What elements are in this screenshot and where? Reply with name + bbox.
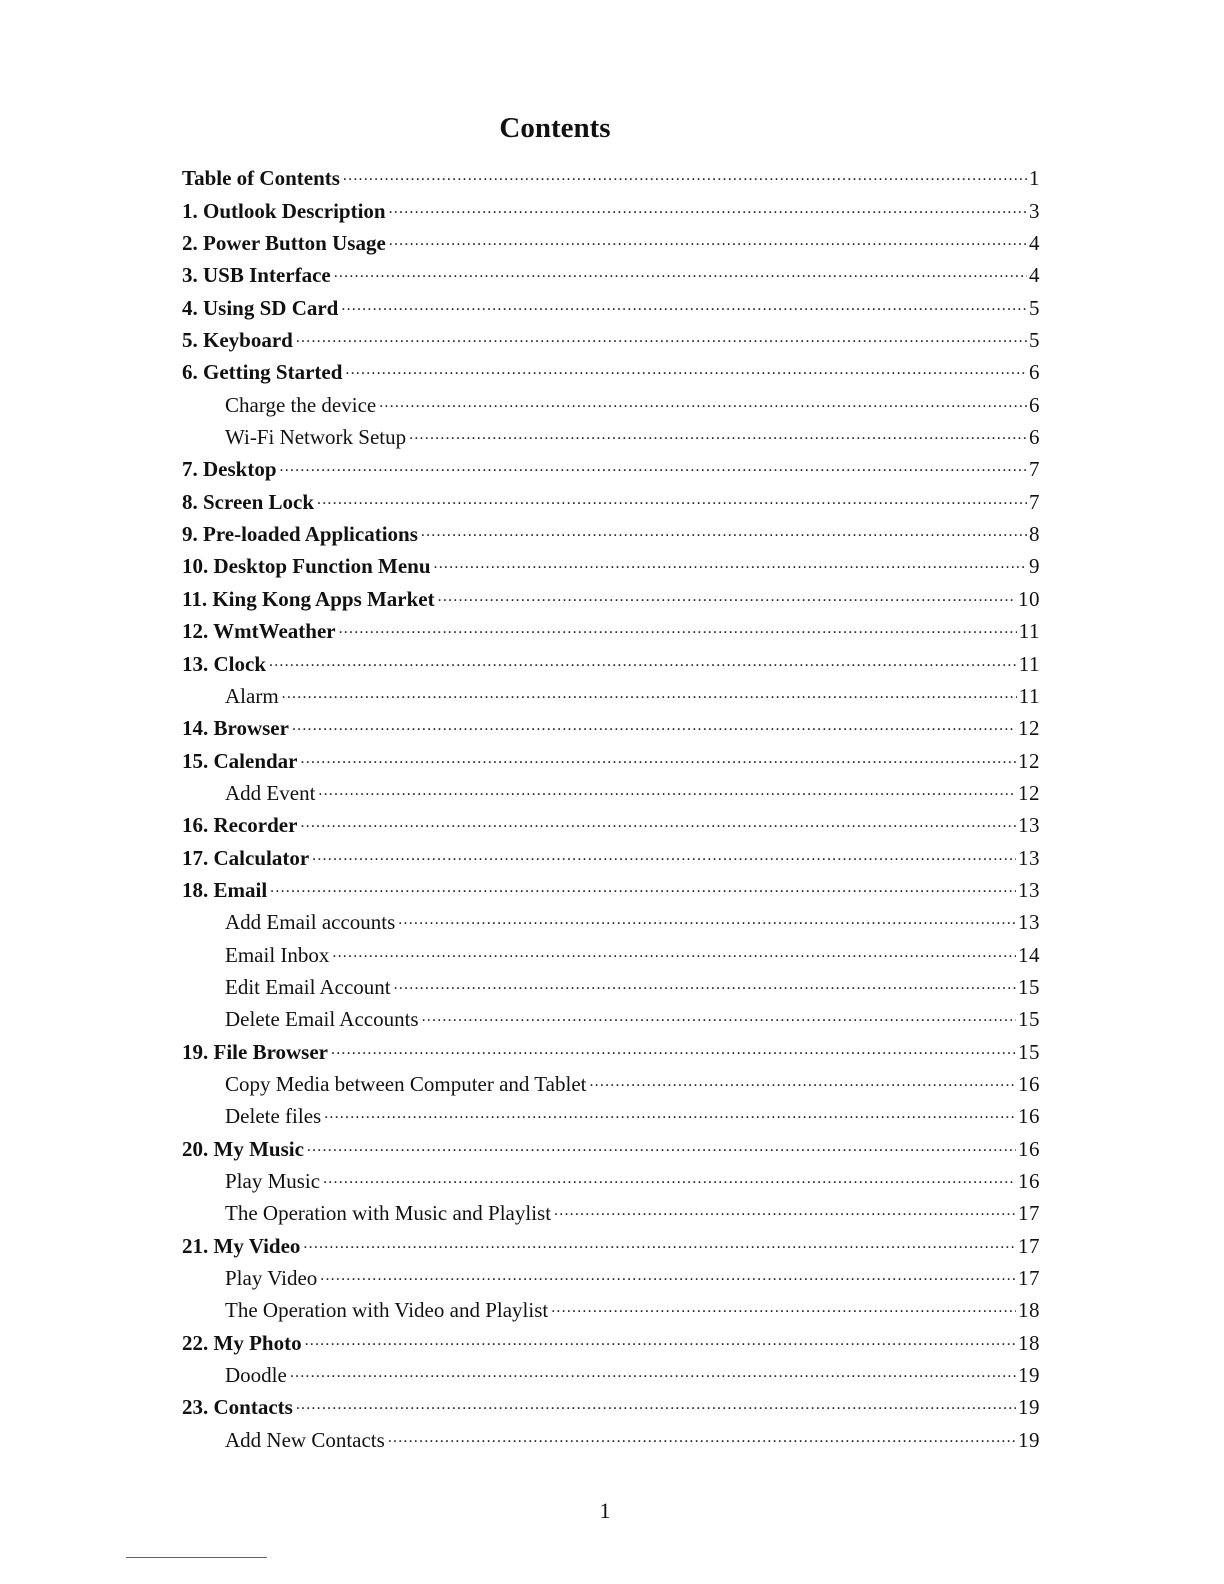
toc-entry-label: 4. Using SD Card — [182, 295, 339, 320]
toc-entry-page: 5 — [1029, 295, 1040, 320]
toc-entry-label: 7. Desktop — [182, 457, 277, 482]
toc-entry-label: 9. Pre-loaded Applications — [182, 522, 418, 547]
toc-entry-label: 21. My Video — [182, 1233, 301, 1258]
toc-entry-label: 23. Contacts — [182, 1395, 293, 1420]
toc-section-entry[interactable] — [182, 1031, 1040, 1063]
toc-entry-page: 4 — [1029, 263, 1040, 288]
dot-leader — [270, 878, 1016, 902]
toc-entry-label: 14. Browser — [182, 716, 289, 741]
toc-entry-label: Add New Contacts — [225, 1427, 385, 1452]
toc-entry-label: 22. My Photo — [182, 1330, 302, 1355]
dot-leader — [434, 554, 1027, 578]
dot-leader — [422, 1007, 1016, 1031]
toc-section-entry[interactable] — [182, 805, 1040, 837]
toc-entry-label: 15. Calendar — [182, 748, 298, 773]
toc-entry-label: The Operation with Music and Playlist — [225, 1201, 552, 1226]
toc-subsection-entry[interactable] — [182, 1161, 1040, 1193]
toc-entry-label: The Operation with Video and Playlist — [225, 1298, 549, 1323]
dot-leader — [307, 1137, 1016, 1161]
toc-entry-page: 3 — [1029, 198, 1040, 223]
toc-subsection-entry[interactable] — [182, 999, 1040, 1031]
toc-entry-label: Copy Media between Computer and Tablet — [225, 1071, 587, 1096]
toc-subsection-entry[interactable] — [182, 902, 1040, 934]
dot-leader — [300, 813, 1016, 837]
toc-section-entry[interactable] — [182, 1322, 1040, 1354]
toc-entry-label: Email Inbox — [225, 942, 330, 967]
toc-section-entry[interactable] — [182, 449, 1040, 481]
toc-entry-page: 15 — [1018, 1007, 1040, 1032]
toc-section-entry[interactable] — [182, 352, 1040, 384]
toc-entry-label: Play Video — [225, 1266, 318, 1291]
toc-section-entry[interactable] — [182, 837, 1040, 869]
toc-entry-label: Delete Email Accounts — [225, 1007, 419, 1032]
toc-entry-page: 15 — [1018, 1039, 1040, 1064]
dot-leader — [421, 522, 1027, 546]
toc-entry-page: 13 — [1018, 813, 1040, 838]
dot-leader — [589, 1072, 1016, 1096]
toc-entry-label: 17. Calculator — [182, 845, 310, 870]
toc-entry-label: Edit Email Account — [225, 974, 391, 999]
toc-entry-label: 19. File Browser — [182, 1039, 328, 1064]
dot-leader — [379, 393, 1027, 417]
toc-entry-page: 17 — [1018, 1266, 1040, 1291]
toc-entry-page: 15 — [1018, 974, 1040, 999]
toc-entry-label: 3. USB Interface — [182, 263, 331, 288]
toc-entry-page: 10 — [1018, 586, 1040, 611]
toc-section-entry[interactable] — [182, 320, 1040, 352]
dot-leader — [301, 749, 1017, 773]
toc-section-entry[interactable] — [182, 481, 1040, 513]
dot-leader — [303, 1234, 1016, 1258]
toc-entry-page: 13 — [1018, 910, 1040, 935]
toc-subsection-entry[interactable] — [182, 773, 1040, 805]
toc-section-entry[interactable] — [182, 643, 1040, 675]
toc-entry-label: 11. King Kong Apps Market — [182, 586, 435, 611]
toc-subsection-entry[interactable] — [182, 1096, 1040, 1128]
dot-leader — [398, 910, 1016, 934]
toc-subsection-entry[interactable] — [182, 1193, 1040, 1225]
toc-entry-page: 7 — [1029, 457, 1040, 482]
dot-leader — [341, 296, 1027, 320]
toc-section-entry[interactable] — [182, 870, 1040, 902]
page-title: Contents — [499, 112, 611, 144]
toc-subsection-entry[interactable] — [182, 1064, 1040, 1096]
toc-entry-page: 6 — [1029, 425, 1040, 450]
toc-entry-page: 13 — [1018, 877, 1040, 902]
toc-entry-label: 12. WmtWeather — [182, 619, 336, 644]
toc-entry-page: 6 — [1029, 392, 1040, 417]
toc-subsection-entry[interactable] — [182, 384, 1040, 416]
toc-entry-label: Delete files — [225, 1104, 322, 1129]
dot-leader — [554, 1201, 1016, 1225]
dot-leader — [269, 652, 1017, 676]
toc-entry-page: 1 — [1029, 166, 1040, 191]
toc-entry-page: 6 — [1029, 360, 1040, 385]
toc-entry-label: Wi-Fi Network Setup — [225, 425, 407, 450]
toc-entry-page: 12 — [1018, 748, 1040, 773]
toc-entry-label: 16. Recorder — [182, 813, 298, 838]
dot-leader — [296, 1395, 1016, 1419]
dot-leader — [318, 781, 1016, 805]
toc-entry-page: 7 — [1029, 489, 1040, 514]
toc-entry-label: 10. Desktop Function Menu — [182, 554, 431, 579]
toc-section-entry[interactable] — [182, 255, 1040, 287]
toc-entry-page: 5 — [1029, 328, 1040, 353]
dot-leader — [394, 975, 1016, 999]
dot-leader — [331, 1040, 1016, 1064]
toc-entry-label: Play Music — [225, 1169, 321, 1193]
dot-leader — [280, 457, 1027, 481]
dot-leader — [389, 199, 1027, 223]
toc-entry-page: 16 — [1018, 1104, 1040, 1129]
toc-entry-page: 18 — [1018, 1298, 1040, 1323]
toc-entry-page: 16 — [1018, 1169, 1040, 1193]
dot-leader — [320, 1266, 1016, 1290]
dot-leader — [339, 619, 1017, 643]
toc-subsection-entry[interactable] — [182, 1258, 1040, 1290]
toc-entry-page: 16 — [1018, 1071, 1040, 1096]
toc-entry-label: Charge the device — [225, 392, 377, 417]
toc-section-entry[interactable] — [182, 546, 1040, 578]
dot-leader — [324, 1104, 1016, 1128]
toc-entry-page: 9 — [1029, 554, 1040, 579]
toc-subsection-entry[interactable] — [182, 676, 1040, 708]
toc-entry-page: 19 — [1018, 1395, 1040, 1420]
toc-entry-label: Doodle — [225, 1363, 287, 1388]
toc-entry-label: 20. My Music — [182, 1136, 304, 1161]
toc-entry-label: 5. Keyboard — [182, 328, 293, 353]
toc-entry-page: 4 — [1029, 231, 1040, 256]
toc-section-entry[interactable] — [182, 611, 1040, 643]
toc-section-entry[interactable] — [182, 1225, 1040, 1257]
toc-entry-label: Add Event — [225, 780, 316, 805]
toc-entry-label: 8. Screen Lock — [182, 489, 315, 514]
toc-section-entry[interactable] — [182, 740, 1040, 772]
toc-entry-page: 14 — [1018, 942, 1040, 967]
toc-section-entry[interactable] — [182, 158, 1040, 190]
toc-entry-page: 16 — [1018, 1136, 1040, 1161]
toc-subsection-entry[interactable] — [182, 934, 1040, 966]
toc-entry-page: 17 — [1018, 1201, 1040, 1226]
toc-section-entry[interactable] — [182, 190, 1040, 222]
toc-section-entry[interactable] — [182, 223, 1040, 255]
toc-section-entry[interactable] — [182, 1128, 1040, 1160]
toc-subsection-entry[interactable] — [182, 1355, 1040, 1387]
toc-entry-label: 13. Clock — [182, 651, 266, 676]
toc-entry-page: 18 — [1018, 1330, 1040, 1355]
toc-subsection-entry[interactable] — [182, 417, 1040, 449]
toc-entry-label: Table of Contents — [182, 166, 340, 191]
toc-entry-page: 11 — [1018, 619, 1040, 644]
dot-leader — [290, 1363, 1016, 1387]
table-of-contents — [182, 158, 1040, 1452]
dot-leader — [323, 1169, 1016, 1193]
dot-leader — [312, 846, 1016, 870]
toc-entry-page: 11 — [1018, 683, 1040, 708]
toc-entry-page: 11 — [1018, 651, 1040, 676]
toc-entry-page: 17 — [1018, 1233, 1040, 1258]
toc-section-entry[interactable] — [182, 1387, 1040, 1419]
toc-subsection-entry[interactable] — [182, 1419, 1040, 1451]
dot-leader — [438, 587, 1016, 611]
toc-entry-page: 8 — [1029, 522, 1040, 547]
toc-entry-page: 12 — [1018, 716, 1040, 741]
toc-section-entry[interactable] — [182, 578, 1040, 610]
toc-subsection-entry[interactable] — [182, 967, 1040, 999]
dot-leader — [292, 716, 1016, 740]
toc-entry-label: Alarm — [225, 683, 279, 708]
page-number: 1 — [599, 1498, 611, 1523]
dot-leader — [305, 1331, 1016, 1355]
dot-leader — [334, 263, 1027, 287]
dot-leader — [332, 943, 1016, 967]
dot-leader — [409, 425, 1027, 449]
dot-leader — [343, 166, 1027, 190]
dot-leader — [296, 328, 1027, 352]
toc-entry-label: 6. Getting Started — [182, 360, 343, 385]
dot-leader — [389, 231, 1027, 255]
dot-leader — [317, 490, 1027, 514]
toc-entry-page: 13 — [1018, 845, 1040, 870]
toc-entry-label: Add Email accounts — [225, 910, 396, 935]
toc-entry-page: 19 — [1018, 1363, 1040, 1388]
toc-subsection-entry[interactable] — [182, 1290, 1040, 1322]
dot-leader — [282, 684, 1017, 708]
toc-entry-label: 18. Email — [182, 877, 268, 902]
dot-leader — [345, 360, 1027, 384]
toc-section-entry[interactable] — [182, 708, 1040, 740]
dot-leader — [388, 1428, 1016, 1452]
dot-leader — [551, 1298, 1016, 1322]
toc-section-entry[interactable] — [182, 514, 1040, 546]
footnote-divider — [126, 1557, 267, 1558]
toc-entry-page: 12 — [1018, 780, 1040, 805]
toc-section-entry[interactable] — [182, 287, 1040, 319]
toc-entry-page: 19 — [1018, 1427, 1040, 1452]
toc-entry-label: 2. Power Button Usage — [182, 231, 386, 256]
toc-entry-label: 1. Outlook Description — [182, 198, 386, 223]
